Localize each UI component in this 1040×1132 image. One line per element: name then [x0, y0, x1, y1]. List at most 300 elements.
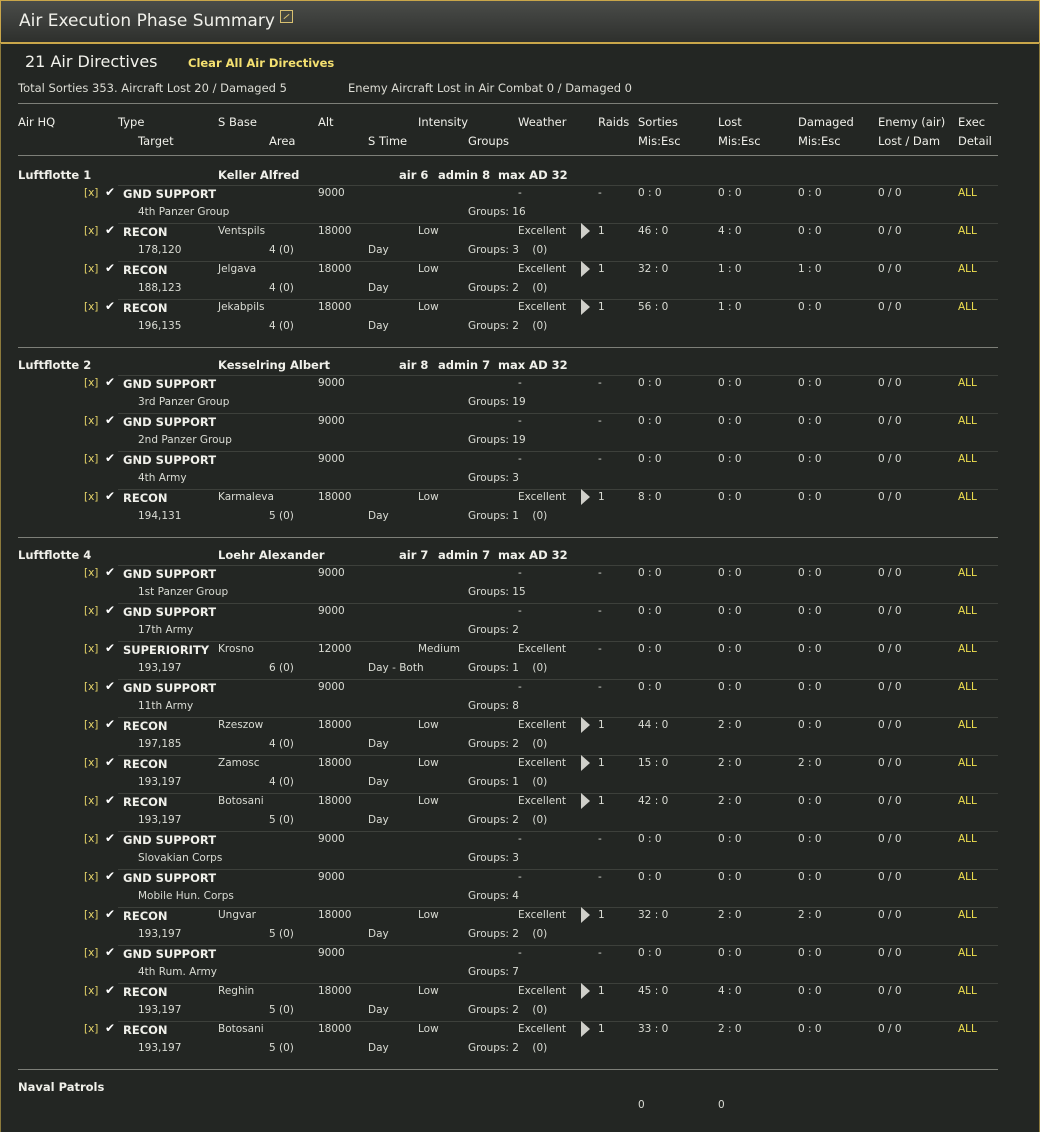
lost: 0 : 0	[718, 415, 742, 427]
row-divider	[118, 755, 998, 756]
raids: -	[598, 453, 602, 465]
lost: 0 : 0	[718, 605, 742, 617]
sorties: 0 : 0	[638, 567, 662, 579]
lost: 0 : 0	[718, 567, 742, 579]
raids: -	[598, 187, 602, 199]
exec-all-link[interactable]: ALL	[958, 301, 977, 313]
play-icon[interactable]	[581, 489, 590, 505]
lost: 2 : 0	[718, 757, 742, 769]
check-icon[interactable]: ✔	[105, 755, 116, 769]
exec-all-link[interactable]: ALL	[958, 1023, 977, 1035]
exec-all-link[interactable]: ALL	[958, 567, 977, 579]
exec-all-link[interactable]: ALL	[958, 643, 977, 655]
header-target: Target	[138, 134, 174, 148]
directive-type: GND SUPPORT	[123, 567, 217, 581]
s-time: Day	[368, 320, 389, 332]
enemy-lost-dam: 0 / 0	[878, 757, 902, 769]
enemy-lost-dam: 0 / 0	[878, 985, 902, 997]
target: Slovakian Corps	[138, 852, 223, 864]
groups: Groups: 2 (0)	[468, 320, 548, 332]
damaged: 0 : 0	[798, 605, 822, 617]
play-icon[interactable]	[581, 983, 590, 999]
intensity: Low	[418, 491, 439, 503]
altitude: 9000	[318, 681, 345, 693]
weather: -	[518, 947, 522, 959]
sorties: 0 : 0	[638, 453, 662, 465]
groups: Groups: 3 (0)	[468, 244, 548, 256]
damaged: 0 : 0	[798, 225, 822, 237]
enemy-lost-dam: 0 / 0	[878, 263, 902, 275]
sorties: 32 : 0	[638, 263, 669, 275]
area: 5 (0)	[269, 1042, 294, 1054]
weather: -	[518, 681, 522, 693]
directive-type: GND SUPPORT	[123, 605, 217, 619]
group-divider	[18, 347, 998, 348]
naval-patrols-label: Naval Patrols	[18, 1080, 105, 1094]
lost: 4 : 0	[718, 985, 742, 997]
air-hq-name[interactable]: Luftflotte 2	[18, 358, 92, 372]
directive-type: RECON	[123, 985, 168, 999]
altitude: 9000	[318, 567, 345, 579]
exec-all-link[interactable]: ALL	[958, 871, 977, 883]
play-icon[interactable]	[581, 261, 590, 277]
cancel-directive-toggle[interactable]: [x]	[84, 301, 99, 313]
cancel-directive-toggle[interactable]: [x]	[84, 491, 99, 503]
check-icon[interactable]: ✔	[105, 565, 116, 579]
s-time: Day	[368, 1042, 389, 1054]
directive-type: RECON	[123, 301, 168, 315]
check-icon[interactable]: ✔	[105, 641, 116, 655]
groups: Groups: 1 (0)	[468, 510, 548, 522]
cancel-directive-toggle[interactable]: [x]	[84, 833, 99, 845]
cancel-directive-toggle[interactable]: [x]	[84, 947, 99, 959]
target: 4th Army	[138, 472, 187, 484]
row-divider	[118, 451, 998, 452]
target: 196,135	[138, 320, 182, 332]
directive-type: RECON	[123, 909, 168, 923]
altitude: 9000	[318, 871, 345, 883]
s-time: Day	[368, 738, 389, 750]
sorties: 0 : 0	[638, 947, 662, 959]
cancel-directive-toggle[interactable]: [x]	[84, 263, 99, 275]
air-rating: air 6	[399, 168, 429, 182]
header-weather: Weather	[518, 115, 567, 129]
header-s-base: S Base	[218, 115, 257, 129]
damaged: 0 : 0	[798, 415, 822, 427]
admin-rating: admin 8	[438, 168, 491, 182]
target: 188,123	[138, 282, 182, 294]
weather: -	[518, 567, 522, 579]
row-divider	[118, 679, 998, 680]
cancel-directive-toggle[interactable]: [x]	[84, 1023, 99, 1035]
weather: -	[518, 187, 522, 199]
raids: 1	[598, 225, 605, 237]
directive-type: RECON	[123, 757, 168, 771]
weather: Excellent	[518, 491, 566, 503]
header-top-divider	[18, 103, 998, 104]
intensity: Low	[418, 795, 439, 807]
cancel-directive-toggle[interactable]: [x]	[84, 605, 99, 617]
exec-all-link[interactable]: ALL	[958, 453, 977, 465]
source-base: Ventspils	[218, 225, 266, 237]
damaged: 0 : 0	[798, 795, 822, 807]
header-groups: Groups	[468, 134, 510, 148]
enemy-lost-dam: 0 / 0	[878, 377, 902, 389]
lost: 0 : 0	[718, 643, 742, 655]
altitude: 9000	[318, 187, 345, 199]
directive-type: GND SUPPORT	[123, 453, 217, 467]
intensity: Low	[418, 985, 439, 997]
lost: 2 : 0	[718, 909, 742, 921]
check-icon[interactable]: ✔	[105, 831, 116, 845]
exec-all-link[interactable]: ALL	[958, 377, 977, 389]
altitude: 18000	[318, 263, 352, 275]
altitude: 18000	[318, 909, 352, 921]
source-base: Zamosc	[218, 757, 260, 769]
header-bottom-divider	[18, 155, 998, 156]
lost: 0 : 0	[718, 491, 742, 503]
cancel-directive-toggle[interactable]: [x]	[84, 567, 99, 579]
cancel-directive-toggle[interactable]: [x]	[84, 453, 99, 465]
cancel-directive-toggle[interactable]: [x]	[84, 187, 99, 199]
exec-all-link[interactable]: ALL	[958, 985, 977, 997]
exec-all-link[interactable]: ALL	[958, 909, 977, 921]
sorties: 42 : 0	[638, 795, 669, 807]
play-icon[interactable]	[581, 299, 590, 315]
sorties: 0 : 0	[638, 377, 662, 389]
directive-type: GND SUPPORT	[123, 415, 217, 429]
source-base: Botosani	[218, 795, 264, 807]
sortie-summary: Total Sorties 353. Aircraft Lost 20 / Damaged 5	[18, 81, 287, 95]
air-rating: air 7	[399, 548, 429, 562]
cancel-directive-toggle[interactable]: [x]	[84, 643, 99, 655]
row-divider	[118, 261, 998, 262]
report-icon[interactable]	[280, 10, 293, 23]
weather: -	[518, 605, 522, 617]
weather: Excellent	[518, 985, 566, 997]
check-icon[interactable]: ✔	[105, 679, 116, 693]
row-divider	[118, 565, 998, 566]
target: 193,197	[138, 1042, 182, 1054]
intensity: Low	[418, 1023, 439, 1035]
enemy-summary: Enemy Aircraft Lost in Air Combat 0 / Damaged 0	[348, 81, 633, 95]
check-icon[interactable]: ✔	[105, 451, 116, 465]
area: 6 (0)	[269, 662, 294, 674]
header-type: Type	[118, 115, 145, 129]
title-bar	[0, 0, 1040, 44]
lost: 2 : 0	[718, 719, 742, 731]
exec-all-link[interactable]: ALL	[958, 225, 977, 237]
groups: Groups: 16	[468, 206, 526, 218]
groups: Groups: 2 (0)	[468, 814, 548, 826]
enemy-lost-dam: 0 / 0	[878, 225, 902, 237]
s-time: Day	[368, 282, 389, 294]
target: 3rd Panzer Group	[138, 396, 230, 408]
target: 178,120	[138, 244, 182, 256]
groups: Groups: 7	[468, 966, 519, 978]
exec-all-link[interactable]: ALL	[958, 833, 977, 845]
commander-name[interactable]: Loehr Alexander	[218, 548, 325, 562]
exec-all-link[interactable]: ALL	[958, 415, 977, 427]
area: 4 (0)	[269, 320, 294, 332]
header-enemy-air: Enemy (air)	[878, 115, 946, 129]
groups: Groups: 3	[468, 852, 519, 864]
weather: Excellent	[518, 719, 566, 731]
lost: 0 : 0	[718, 833, 742, 845]
target: 4th Rum. Army	[138, 966, 217, 978]
sorties: 44 : 0	[638, 719, 669, 731]
cancel-directive-toggle[interactable]: [x]	[84, 415, 99, 427]
exec-all-link[interactable]: ALL	[958, 757, 977, 769]
altitude: 18000	[318, 225, 352, 237]
sorties: 0 : 0	[638, 415, 662, 427]
play-icon[interactable]	[581, 793, 590, 809]
enemy-lost-dam: 0 / 0	[878, 1023, 902, 1035]
target: 193,197	[138, 814, 182, 826]
raids: -	[598, 833, 602, 845]
raids: -	[598, 681, 602, 693]
header-sorties: Sorties	[638, 115, 678, 129]
exec-all-link[interactable]: ALL	[958, 605, 977, 617]
check-icon[interactable]: ✔	[105, 413, 116, 427]
altitude: 18000	[318, 491, 352, 503]
sorties: 56 : 0	[638, 301, 669, 313]
target: 193,197	[138, 928, 182, 940]
area: 4 (0)	[269, 244, 294, 256]
air-rating: air 8	[399, 358, 429, 372]
row-divider	[118, 793, 998, 794]
lost: 0 : 0	[718, 681, 742, 693]
max-ad: max AD 32	[498, 548, 568, 562]
admin-rating: admin 7	[438, 548, 491, 562]
header-s-time: S Time	[368, 134, 408, 148]
raids: -	[598, 947, 602, 959]
directive-type: RECON	[123, 795, 168, 809]
target: 197,185	[138, 738, 182, 750]
weather: -	[518, 833, 522, 845]
lost: 2 : 0	[718, 1023, 742, 1035]
altitude: 18000	[318, 719, 352, 731]
groups: Groups: 19	[468, 396, 526, 408]
enemy-lost-dam: 0 / 0	[878, 301, 902, 313]
altitude: 18000	[318, 985, 352, 997]
play-icon[interactable]	[581, 717, 590, 733]
area: 5 (0)	[269, 814, 294, 826]
cancel-directive-toggle[interactable]: [x]	[84, 795, 99, 807]
enemy-lost-dam: 0 / 0	[878, 643, 902, 655]
s-time: Day	[368, 814, 389, 826]
directive-type: RECON	[123, 719, 168, 733]
check-icon[interactable]: ✔	[105, 945, 116, 959]
cancel-directive-toggle[interactable]: [x]	[84, 377, 99, 389]
header-intensity: Intensity	[418, 115, 469, 129]
lost: 1 : 0	[718, 263, 742, 275]
check-icon[interactable]: ✔	[105, 1021, 116, 1035]
sorties: 0 : 0	[638, 187, 662, 199]
damaged: 0 : 0	[798, 567, 822, 579]
play-icon[interactable]	[581, 907, 590, 923]
altitude: 9000	[318, 377, 345, 389]
row-divider	[118, 641, 998, 642]
raids: -	[598, 605, 602, 617]
row-divider	[118, 983, 998, 984]
directive-type: GND SUPPORT	[123, 947, 217, 961]
exec-all-link[interactable]: ALL	[958, 491, 977, 503]
check-icon[interactable]: ✔	[105, 185, 116, 199]
check-icon[interactable]: ✔	[105, 223, 116, 237]
target: 194,131	[138, 510, 182, 522]
groups: Groups: 2 (0)	[468, 928, 548, 940]
target: 1st Panzer Group	[138, 586, 229, 598]
check-icon[interactable]: ✔	[105, 717, 116, 731]
directive-type: SUPERIORITY	[123, 643, 210, 657]
exec-all-link[interactable]: ALL	[958, 187, 977, 199]
clear-all-directives-button[interactable]: Clear All Air Directives	[188, 56, 335, 70]
weather: -	[518, 377, 522, 389]
air-hq-name[interactable]: Luftflotte 1	[18, 168, 92, 182]
enemy-lost-dam: 0 / 0	[878, 871, 902, 883]
damaged: 0 : 0	[798, 377, 822, 389]
cancel-directive-toggle[interactable]: [x]	[84, 871, 99, 883]
groups: Groups: 19	[468, 434, 526, 446]
source-base: Ungvar	[218, 909, 256, 921]
damaged: 0 : 0	[798, 187, 822, 199]
altitude: 9000	[318, 605, 345, 617]
directive-type: RECON	[123, 1023, 168, 1037]
check-icon[interactable]: ✔	[105, 375, 116, 389]
damaged: 0 : 0	[798, 1023, 822, 1035]
sorties: 0 : 0	[638, 871, 662, 883]
header-raids: Raids	[598, 115, 630, 129]
raids: 1	[598, 985, 605, 997]
row-divider	[118, 603, 998, 604]
altitude: 9000	[318, 415, 345, 427]
target: 4th Panzer Group	[138, 206, 230, 218]
lost: 2 : 0	[718, 795, 742, 807]
weather: Excellent	[518, 225, 566, 237]
raids: 1	[598, 301, 605, 313]
s-time: Day	[368, 776, 389, 788]
target: Mobile Hun. Corps	[138, 890, 234, 902]
sorties: 33 : 0	[638, 1023, 669, 1035]
s-time: Day	[368, 244, 389, 256]
damaged: 2 : 0	[798, 909, 822, 921]
target: 11th Army	[138, 700, 194, 712]
header-area: Area	[269, 134, 296, 148]
enemy-lost-dam: 0 / 0	[878, 833, 902, 845]
raids: -	[598, 871, 602, 883]
cancel-directive-toggle[interactable]: [x]	[84, 681, 99, 693]
damaged: 2 : 0	[798, 757, 822, 769]
cancel-directive-toggle[interactable]: [x]	[84, 985, 99, 997]
play-icon[interactable]	[581, 1021, 590, 1037]
s-time: Day - Both	[368, 662, 424, 674]
altitude: 9000	[318, 947, 345, 959]
row-divider	[118, 299, 998, 300]
exec-all-link[interactable]: ALL	[958, 719, 977, 731]
row-divider	[118, 869, 998, 870]
source-base: Jelgava	[218, 263, 257, 275]
area: 5 (0)	[269, 1004, 294, 1016]
header-damaged-mis-esc: Mis:Esc	[798, 134, 841, 148]
altitude: 18000	[318, 795, 352, 807]
exec-all-link[interactable]: ALL	[958, 263, 977, 275]
max-ad: max AD 32	[498, 168, 568, 182]
intensity: Low	[418, 263, 439, 275]
groups: Groups: 2 (0)	[468, 1004, 548, 1016]
enemy-lost-dam: 0 / 0	[878, 453, 902, 465]
cancel-directive-toggle[interactable]: [x]	[84, 225, 99, 237]
header-alt: Alt	[318, 115, 334, 129]
sorties: 0 : 0	[638, 643, 662, 655]
weather: Excellent	[518, 1023, 566, 1035]
enemy-lost-dam: 0 / 0	[878, 947, 902, 959]
intensity: Medium	[418, 643, 460, 655]
play-icon[interactable]	[581, 755, 590, 771]
directive-type: GND SUPPORT	[123, 187, 217, 201]
cancel-directive-toggle[interactable]: [x]	[84, 757, 99, 769]
check-icon[interactable]: ✔	[105, 603, 116, 617]
check-icon[interactable]: ✔	[105, 489, 116, 503]
groups: Groups: 2 (0)	[468, 1042, 548, 1054]
damaged: 0 : 0	[798, 491, 822, 503]
cancel-directive-toggle[interactable]: [x]	[84, 719, 99, 731]
damaged: 0 : 0	[798, 643, 822, 655]
raids: 1	[598, 719, 605, 731]
commander-name[interactable]: Keller Alfred	[218, 168, 300, 182]
altitude: 18000	[318, 301, 352, 313]
altitude: 9000	[318, 833, 345, 845]
weather: Excellent	[518, 301, 566, 313]
groups: Groups: 1 (0)	[468, 662, 548, 674]
check-icon[interactable]: ✔	[105, 261, 116, 275]
header-exec-detail: Detail	[958, 134, 992, 148]
check-icon[interactable]: ✔	[105, 983, 116, 997]
area: 4 (0)	[269, 282, 294, 294]
header-lost: Lost	[718, 115, 742, 129]
exec-all-link[interactable]: ALL	[958, 795, 977, 807]
sorties: 8 : 0	[638, 491, 662, 503]
sorties: 32 : 0	[638, 909, 669, 921]
lost: 0 : 0	[718, 187, 742, 199]
play-icon[interactable]	[581, 223, 590, 239]
check-icon[interactable]: ✔	[105, 907, 116, 921]
commander-name[interactable]: Kesselring Albert	[218, 358, 331, 372]
damaged: 1 : 0	[798, 263, 822, 275]
groups: Groups: 2	[468, 624, 519, 636]
naval-sorties: 0	[638, 1099, 645, 1111]
target: 193,197	[138, 776, 182, 788]
enemy-lost-dam: 0 / 0	[878, 681, 902, 693]
damaged: 0 : 0	[798, 719, 822, 731]
raids: 1	[598, 1023, 605, 1035]
exec-all-link[interactable]: ALL	[958, 947, 977, 959]
weather: Excellent	[518, 643, 566, 655]
check-icon[interactable]: ✔	[105, 869, 116, 883]
target: 193,197	[138, 662, 182, 674]
target: 17th Army	[138, 624, 194, 636]
raids: -	[598, 415, 602, 427]
weather: Excellent	[518, 909, 566, 921]
sorties: 0 : 0	[638, 833, 662, 845]
check-icon[interactable]: ✔	[105, 299, 116, 313]
intensity: Low	[418, 909, 439, 921]
exec-all-link[interactable]: ALL	[958, 681, 977, 693]
sorties: 45 : 0	[638, 985, 669, 997]
check-icon[interactable]: ✔	[105, 793, 116, 807]
cancel-directive-toggle[interactable]: [x]	[84, 909, 99, 921]
air-hq-name[interactable]: Luftflotte 4	[18, 548, 92, 562]
